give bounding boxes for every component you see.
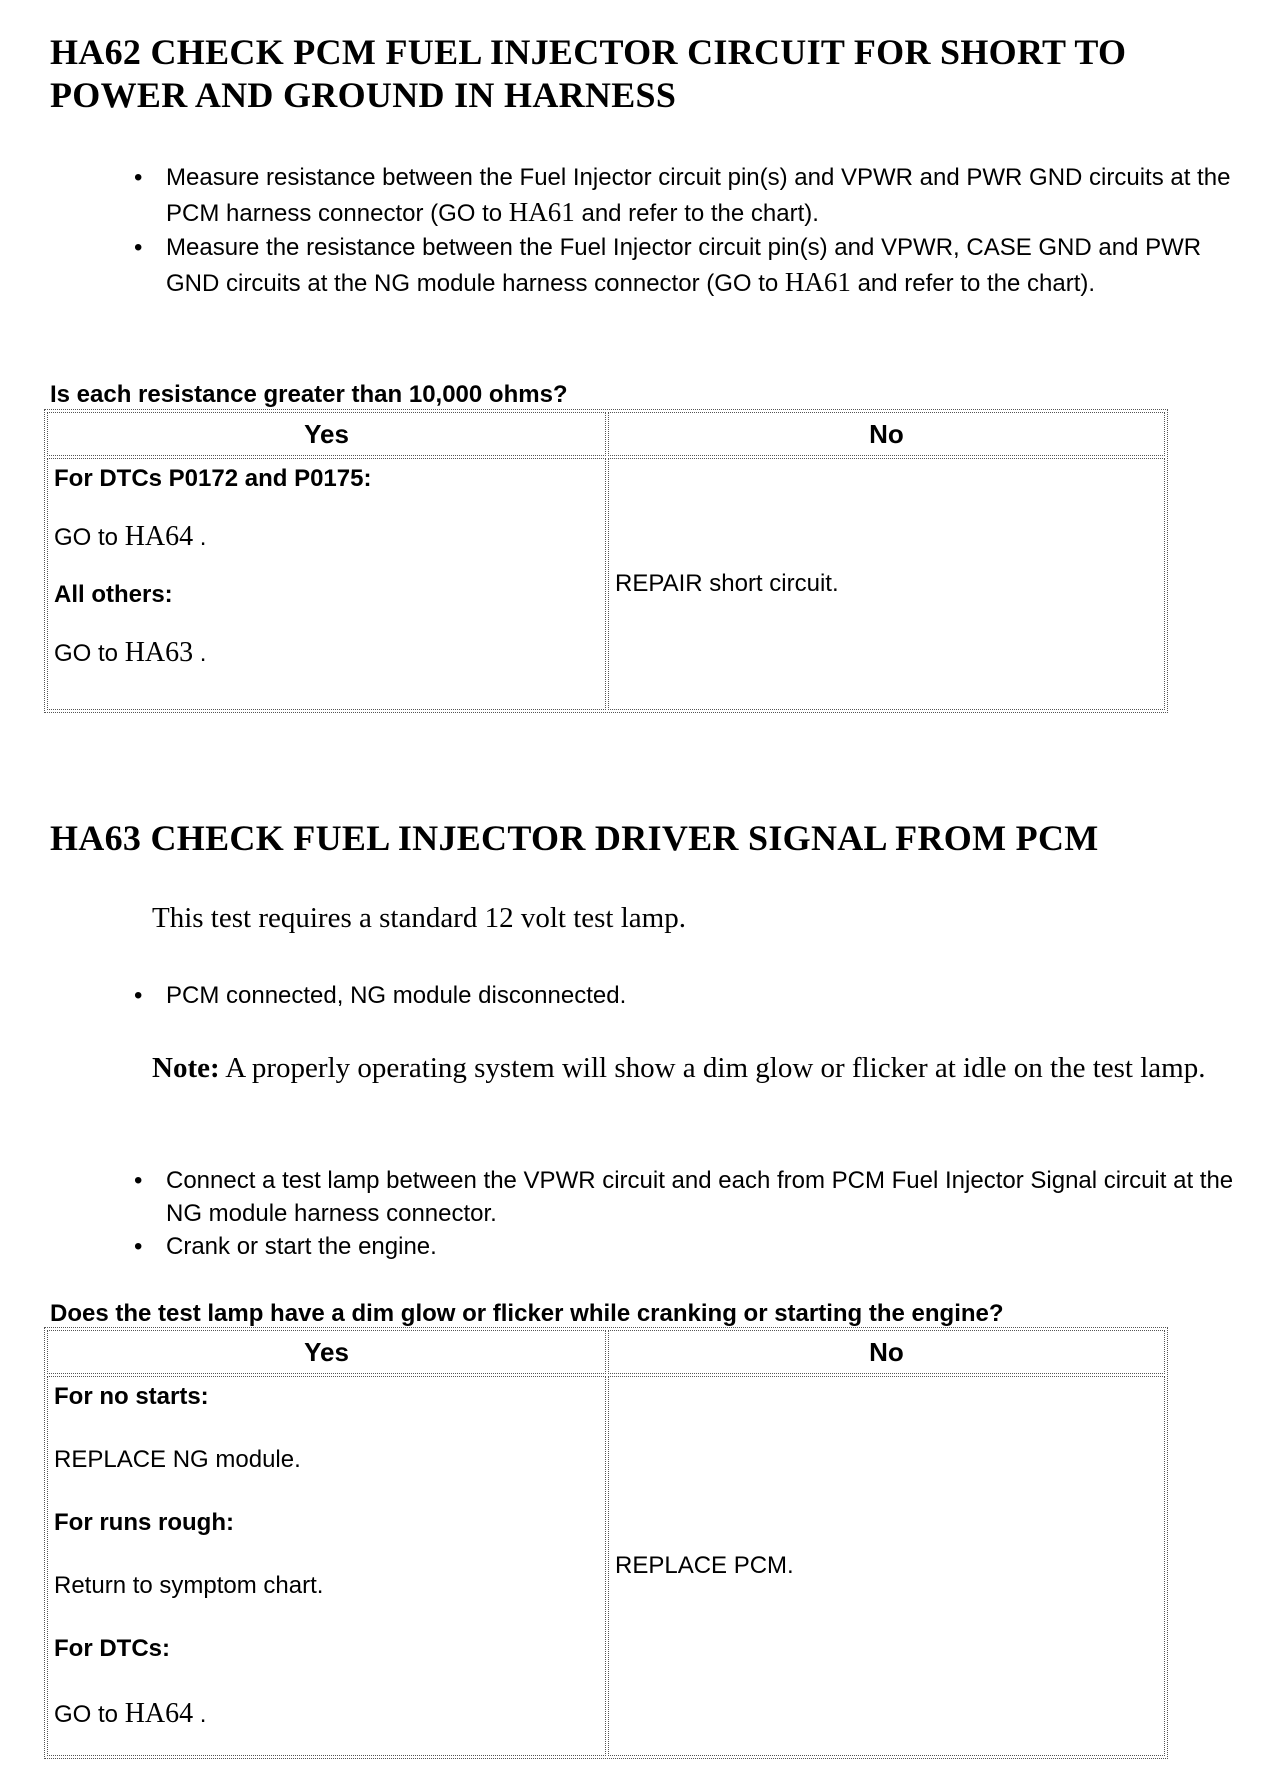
yes-label-no-starts: For no starts:: [54, 1383, 209, 1410]
yes-action-goto-ha64: [54, 1698, 599, 1730]
ha62-result-table: [44, 409, 1168, 713]
note-label: Note:: [152, 1052, 220, 1084]
ha63-no-cell: REPLACE PCM.: [608, 1376, 1165, 1756]
goto-end: .: [193, 524, 207, 551]
ha63-col-no: No: [608, 1330, 1165, 1374]
ha63-bullet-crank-engine: • Crank or start the engine.: [134, 1230, 1234, 1263]
bullet-text: Measure the resistance between the Fuel Injector circuit pin(s) and VPWR, CASE GND and PWR GND circuits at the NG module harness connector (GO to: [166, 234, 1202, 297]
yes-action-return-symptom-chart: Return to symptom chart.: [54, 1572, 324, 1599]
yes-label-dtcs-p0172-p0175: For DTCs P0172 and P0175:: [54, 465, 372, 492]
ha63-col-yes: Yes: [47, 1330, 606, 1374]
ha63-bullet-list-2: [134, 1164, 1234, 1263]
ha62-bullet-measure-pcm: [134, 161, 1234, 231]
bullet-text: Measure resistance between the Fuel Injector circuit pin(s) and VPWR and PWR GND circuits at the PCM harness connector (GO to: [166, 164, 1231, 227]
ha63-bullet-pcm-connected: • PCM connected, NG module disconnected.: [134, 979, 1234, 1013]
yes-label-all-others: All others:: [54, 581, 173, 608]
ha62-title-line1: HA62 CHECK PCM FUEL INJECTOR CIRCUIT FOR SHORT TO: [50, 32, 1127, 72]
yes-action-replace-ng: REPLACE NG module.: [54, 1446, 301, 1473]
ha63-note: [152, 1050, 1232, 1087]
ha63-intro: This test requires a standard 12 volt test lamp.: [152, 902, 686, 934]
ha63-question: Does the test lamp have a dim glow or flicker while cranking or starting the engine?: [50, 1300, 1004, 1327]
bullet-text: and refer to the chart).: [574, 200, 819, 227]
ha62-no-cell: REPAIR short circuit.: [608, 458, 1165, 710]
yes-action-goto-ha63: [54, 637, 599, 669]
ha62-col-no: No: [608, 412, 1165, 456]
yes-label-dtcs: For DTCs:: [54, 1635, 170, 1662]
ha61-link[interactable]: HA61: [508, 197, 575, 227]
ha62-bullet-list: [134, 161, 1234, 301]
yes-label-runs-rough: For runs rough:: [54, 1509, 234, 1536]
ha64-link[interactable]: HA64: [124, 1698, 194, 1729]
ha62-yes-cell: [47, 458, 606, 710]
ha62-title-line2: POWER AND GROUND IN HARNESS: [50, 75, 677, 115]
ha62-question: Is each resistance greater than 10,000 ohms?: [50, 381, 568, 408]
ha64-link[interactable]: HA64: [124, 521, 194, 552]
ha63-bullet-connect-lamp: • Connect a test lamp between the VPWR circuit and each from PCM Fuel Injector Signal circuit at the NG module harness connector.: [134, 1164, 1234, 1230]
note-text: A properly operating system will show a dim glow or flicker at idle on the test lamp.: [219, 1052, 1206, 1084]
goto-end: .: [193, 640, 207, 667]
ha62-col-yes: Yes: [47, 412, 606, 456]
goto-text: GO to: [54, 524, 125, 551]
ha63-link[interactable]: HA63: [124, 637, 194, 668]
yes-action-goto-ha64: [54, 521, 599, 553]
ha61-link[interactable]: HA61: [784, 267, 851, 297]
ha62-bullet-measure-ng: [134, 231, 1234, 301]
goto-end: .: [193, 1701, 207, 1728]
section-ha63-title: HA63 CHECK FUEL INJECTOR DRIVER SIGNAL FROM PCM: [50, 818, 1099, 858]
goto-text: GO to: [54, 1701, 125, 1728]
section-ha62-title: [50, 31, 1126, 117]
ha63-result-table: [44, 1327, 1168, 1759]
ha63-bullet-list-1: [134, 979, 1234, 1013]
ha63-yes-cell: [47, 1376, 606, 1756]
goto-text: GO to: [54, 640, 125, 667]
bullet-text: and refer to the chart).: [850, 270, 1096, 297]
